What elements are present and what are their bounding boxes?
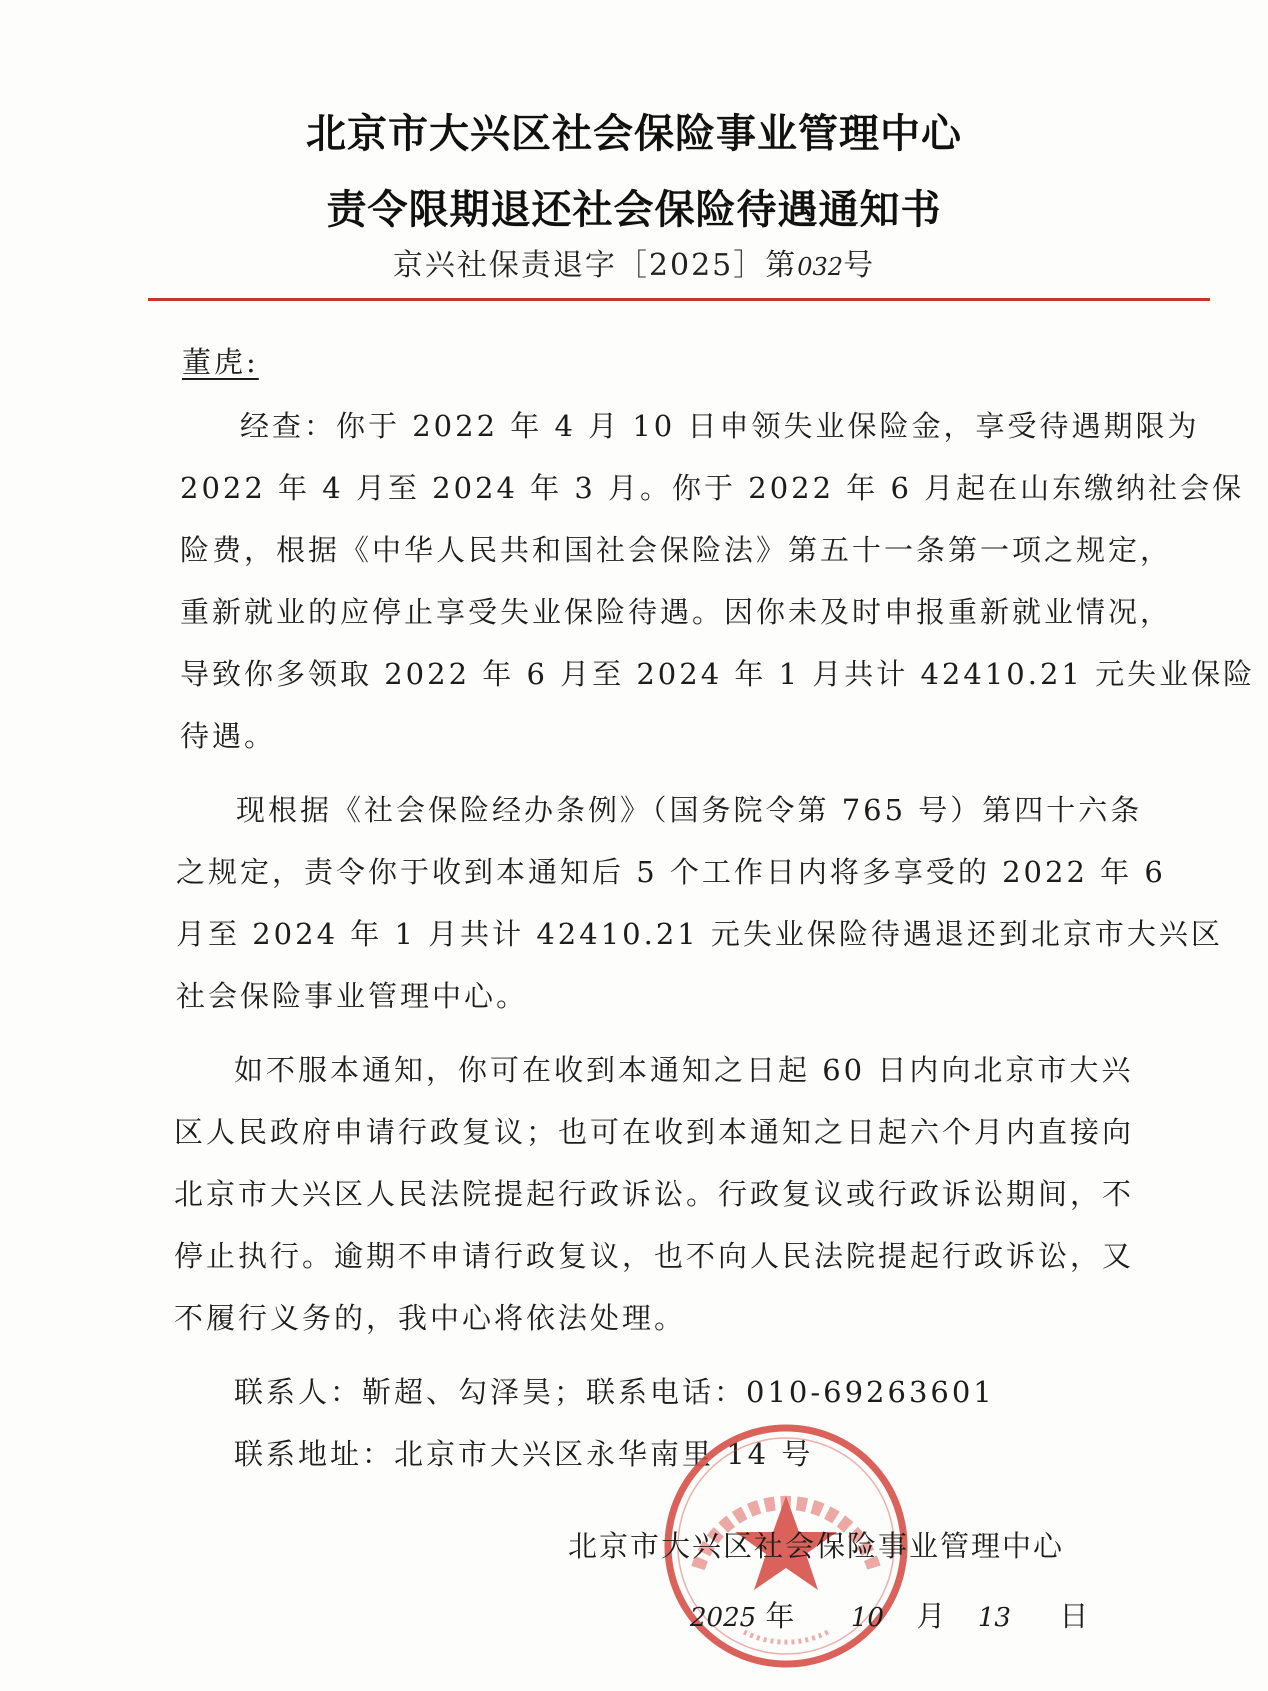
body-line: 社会保险事业管理中心。	[176, 979, 529, 1013]
body-line: 如不服本通知，你可在收到本通知之日起 60 日内向北京市大兴	[234, 1053, 1134, 1087]
body-line: 不履行义务的，我中心将依法处理。	[174, 1301, 687, 1335]
contact-people: 联系人：靳超、勾泽昊；联系电话：010-69263601	[234, 1375, 995, 1409]
signing-organization: 北京市大兴区社会保险事业管理中心	[568, 1529, 1065, 1563]
red-divider	[148, 298, 1210, 301]
body-line: 导致你多领取 2022 年 6 月至 2024 年 1 月共计 42410.21 元失业保险	[180, 657, 1256, 691]
addressee: 董虎:	[182, 345, 259, 379]
document-number-prefix: 京兴社保责退字［2025］第	[392, 248, 798, 283]
body-line: 北京市大兴区人民法院提起行政诉讼。行政复议或行政诉讼期间，不	[174, 1177, 1135, 1211]
body-line: 停止执行。逾期不申请行政复议，也不向人民法院提起行政诉讼，又	[174, 1239, 1135, 1273]
date-month: 10	[850, 1603, 884, 1633]
document-title-line1: 北京市大兴区社会保险事业管理中心	[306, 111, 962, 157]
body-line: 险费，根据《中华人民共和国社会保险法》第五十一条第一项之规定，	[180, 533, 1173, 567]
date-year-unit: 年	[765, 1599, 795, 1633]
body-line: 待遇。	[180, 719, 277, 753]
date-day-unit: 日	[1059, 1599, 1089, 1633]
document-title-line2: 责令限期退还社会保险待遇通知书	[326, 187, 942, 233]
document-number-suffix: 号	[843, 248, 876, 283]
body-line: 之规定，责令你于收到本通知后 5 个工作日内将多享受的 2022 年 6	[176, 855, 1166, 889]
body-line: 经查：你于 2022 年 4 月 10 日申领失业保险金，享受待遇期限为	[240, 409, 1200, 443]
date-month-unit: 月	[916, 1599, 946, 1633]
body-line: 现根据《社会保险经办条例》（国务院令第 765 号）第四十六条	[236, 793, 1143, 827]
date-year: 2025	[690, 1603, 757, 1633]
body-line: 2022 年 4 月至 2024 年 3 月。你于 2022 年 6 月起在山东缴纳社会保	[180, 471, 1245, 505]
date-day: 13	[977, 1603, 1011, 1633]
body-line: 重新就业的应停止享受失业保险待遇。因你未及时申报重新就业情况，	[180, 595, 1173, 629]
contact-address: 联系地址：北京市大兴区永华南里 14 号	[234, 1437, 814, 1471]
document-number-serial: 032	[797, 253, 844, 281]
body-line: 区人民政府申请行政复议；也可在收到本通知之日起六个月内直接向	[174, 1115, 1135, 1149]
body-line: 月至 2024 年 1 月共计 42410.21 元失业保险待遇退还到北京市大兴区	[176, 917, 1223, 951]
signing-date	[690, 1594, 1088, 1635]
document-number	[0, 240, 1268, 284]
